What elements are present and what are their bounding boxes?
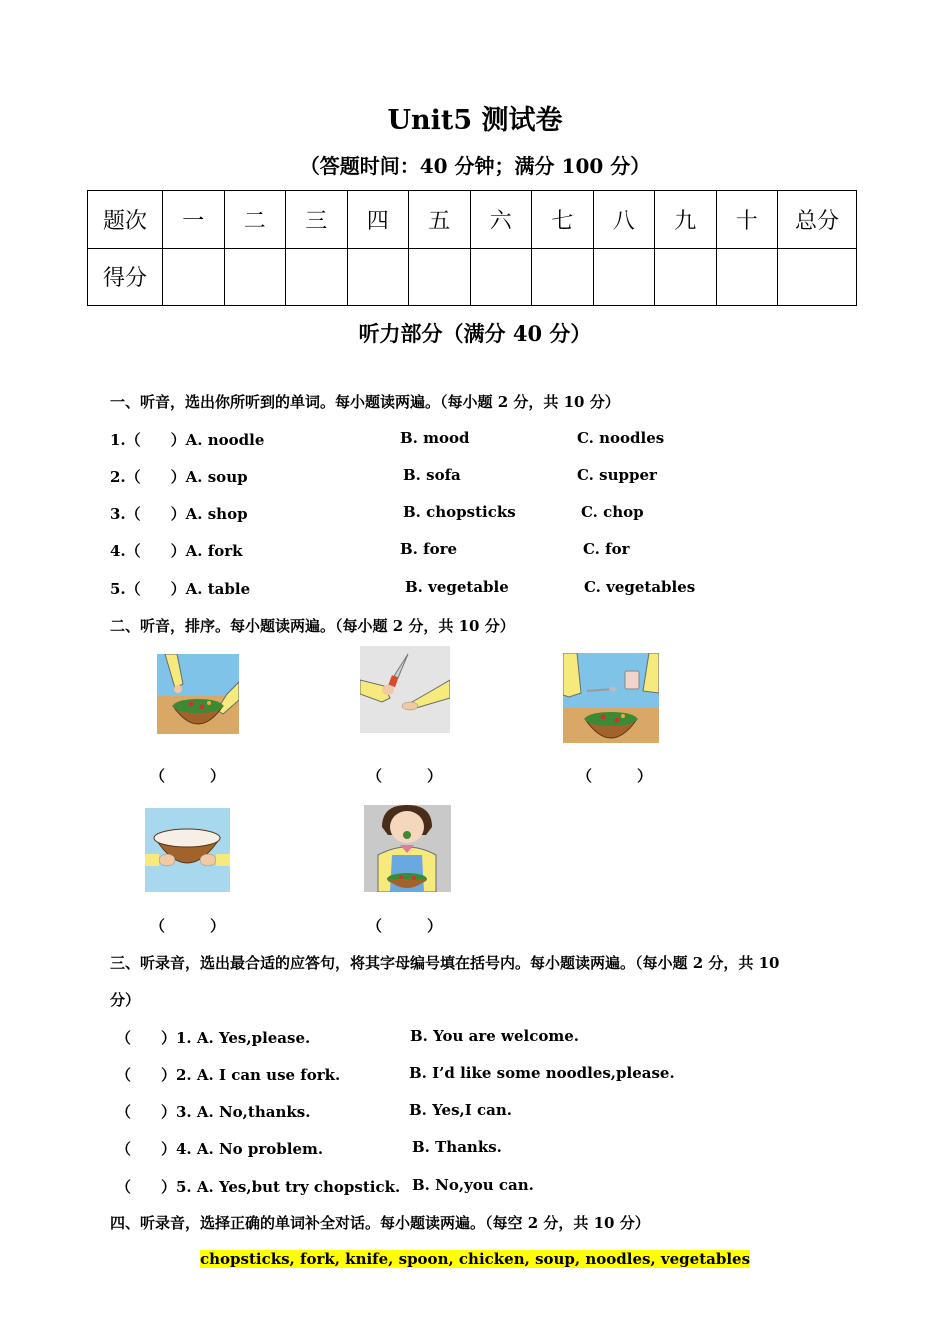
part4-heading: 四、听录音，选择正确的单词补全对话。每小题读两遍。（每空 2 分，共 10 分） [110, 1214, 650, 1232]
page-title: Unit5 测试卷 [387, 105, 563, 136]
score-header-cell: 一 [163, 191, 225, 249]
score-header-cell: 三 [286, 191, 348, 249]
part3-item-4-a: （ ）4. A. No problem. [116, 1140, 324, 1158]
part3-item-5-b: B. No,you can. [412, 1176, 534, 1194]
part3-heading-line1: 三、听录音，选出最合适的应答句，将其字母编号填在括号内。每小题读两遍。（每小题 2 分，共 10 [110, 954, 780, 972]
part3-item-1-b: B. You are welcome. [410, 1027, 579, 1045]
part4-word-bank: chopsticks, fork, knife, spoon, chicken, soup, noodles, vegetables [199, 1250, 751, 1268]
score-cell[interactable] [286, 248, 348, 306]
part2-blank-3[interactable]: （ ） [577, 767, 653, 785]
part2-blank-5[interactable]: （ ） [367, 917, 443, 935]
part3-item-2-b: B. I’d like some noodles,please. [409, 1064, 675, 1082]
part1-item-4-c: C. for [583, 540, 630, 558]
score-header-cell: 十 [716, 191, 778, 249]
page-subtitle: （答题时间：40 分钟；满分 100 分） [299, 154, 651, 178]
part1-item-2-a: 2.（ ）A. soup [110, 468, 248, 486]
score-cell[interactable] [163, 248, 225, 306]
part2-blank-1[interactable]: （ ） [150, 767, 226, 785]
score-header-cell: 五 [409, 191, 471, 249]
part1-item-4-a: 4.（ ）A. fork [110, 542, 243, 560]
salad-bowl-hands-icon [157, 654, 239, 734]
part4-word-bank-row [0, 1250, 950, 1268]
score-header-cell: 九 [655, 191, 717, 249]
score-table-header-row [88, 191, 857, 249]
score-header-cell: 六 [470, 191, 532, 249]
score-header-cell: 题次 [88, 191, 163, 249]
score-header-cell: 总分 [778, 191, 857, 249]
score-header-cell: 八 [593, 191, 655, 249]
score-cell[interactable] [655, 248, 717, 306]
part1-item-1-a: 1.（ ）A. noodle [110, 431, 265, 449]
part1-item-1-b: B. mood [400, 429, 470, 447]
part2-blank-4[interactable]: （ ） [150, 917, 226, 935]
empty-bowl-icon [145, 808, 230, 892]
part3-item-4-b: B. Thanks. [412, 1138, 502, 1156]
part1-item-2-b: B. sofa [403, 466, 461, 484]
part1-item-1-c: C. noodles [577, 429, 665, 447]
salad-dressing-icon [563, 653, 659, 743]
score-header-cell: 二 [224, 191, 286, 249]
score-header-cell: 七 [532, 191, 594, 249]
score-table-score-row [88, 248, 857, 306]
part1-item-4-b: B. fore [400, 540, 458, 558]
part1-heading: 一、听音，选出你所听到的单词。每小题读两遍。（每小题 2 分，共 10 分） [110, 393, 620, 411]
score-cell[interactable] [716, 248, 778, 306]
score-header-cell: 四 [347, 191, 409, 249]
part3-item-5-a: （ ）5. A. Yes,but try chopstick. [116, 1178, 401, 1196]
score-cell[interactable] [778, 248, 857, 306]
part3-item-3-a: （ ）3. A. No,thanks. [116, 1103, 311, 1121]
score-cell[interactable] [224, 248, 286, 306]
part3-heading-line2: 分） [110, 991, 141, 1009]
listening-section-heading: 听力部分（满分 40 分） [358, 321, 592, 346]
score-cell[interactable] [347, 248, 409, 306]
part3-item-1-a: （ ）1. A. Yes,please. [116, 1029, 311, 1047]
score-cell[interactable] [532, 248, 594, 306]
part2-heading: 二、听音，排序。每小题读两遍。（每小题 2 分，共 10 分） [110, 617, 515, 635]
part1-item-3-c: C. chop [581, 503, 644, 521]
part1-item-5-c: C. vegetables [584, 578, 696, 596]
girl-eating-salad-icon [364, 805, 451, 892]
part1-item-5-a: 5.（ ）A. table [110, 580, 251, 598]
score-cell[interactable] [409, 248, 471, 306]
score-table [87, 190, 857, 306]
score-cell[interactable] [470, 248, 532, 306]
score-row-label: 得分 [88, 248, 163, 306]
part3-item-2-a: （ ）2. A. I can use fork. [116, 1066, 341, 1084]
part1-item-2-c: C. supper [577, 466, 657, 484]
knife-hands-icon [360, 646, 450, 733]
score-cell[interactable] [593, 248, 655, 306]
part1-item-3-a: 3.（ ）A. shop [110, 505, 248, 523]
part3-item-3-b: B. Yes,I can. [409, 1101, 512, 1119]
part2-blank-2[interactable]: （ ） [367, 767, 443, 785]
part1-item-5-b: B. vegetable [405, 578, 509, 596]
part1-item-3-b: B. chopsticks [403, 503, 516, 521]
